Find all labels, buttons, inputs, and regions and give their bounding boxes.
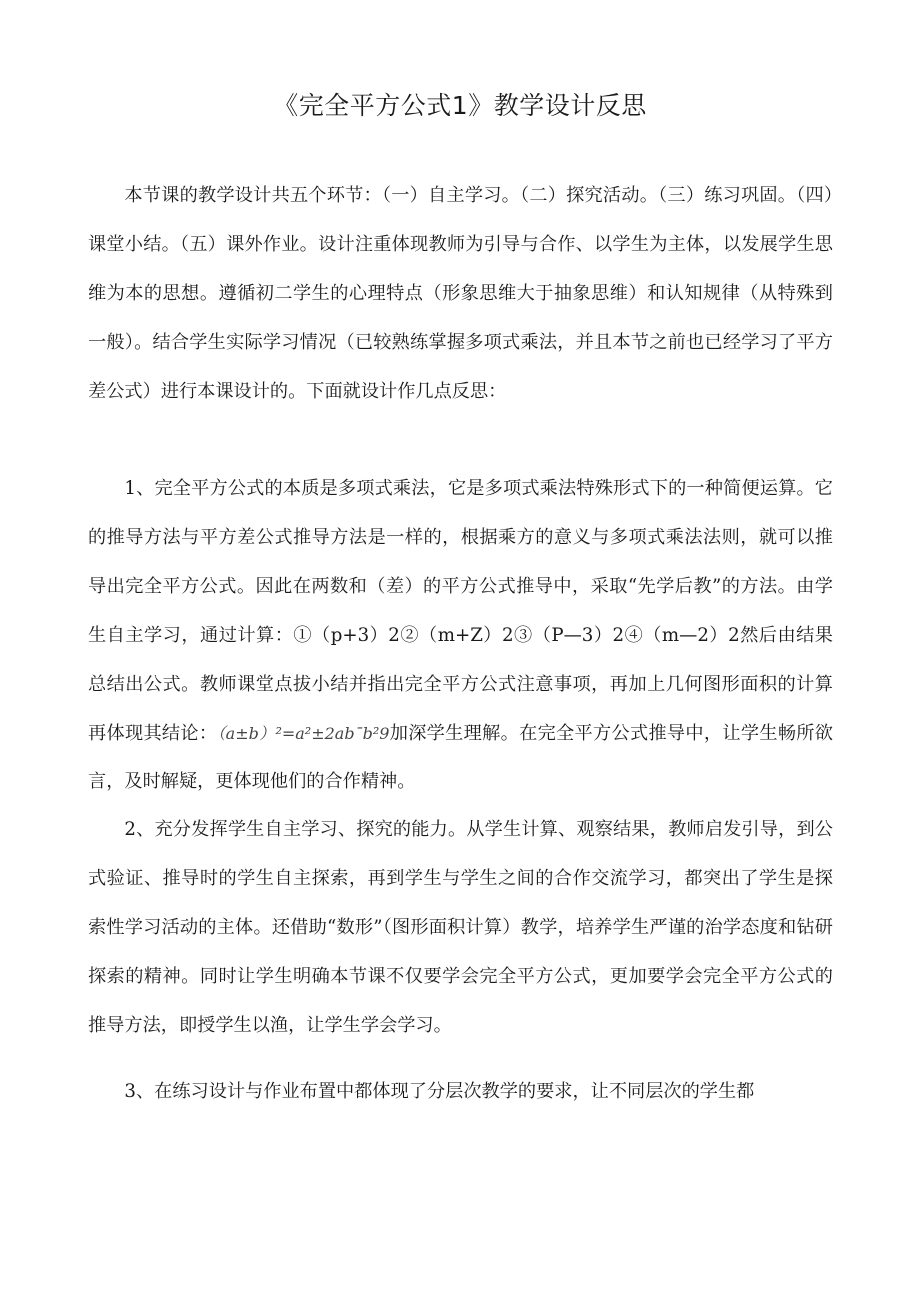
paragraph-intro: 本节课的教学设计共五个环节：（一）自主学习。（二）探究活动。（三）练习巩固。（四）课堂小结。（五）课外作业。设计注重体现教师为引导与合作、以学生为主体，以发展学生思维为本的思想。遵循初二学生的心理特点（形象思维大于抽象思维）和认知规律（从特殊到一般）。结合学生实际学习情况（已较熟练掌握多项式乘法，并且本节之前也已经学习了平方差公式）进行本课设计的。下面就设计作几点反思： — [88, 185, 833, 402]
document-title: 《完全平方公式1》教学设计反思 — [273, 91, 647, 120]
paragraph-point-1 — [88, 465, 833, 807]
paragraph-point-2: 2、充分发挥学生自主学习、探究的能力。从学生计算、观察结果，教师启发引导，到公式验证、推导时的学生自主探索，再到学生与学生之间的合作交流学习，都突出了学生是探索性学习活动的主体。还借助“数形”（图形面积计算）教学，培养学生严谨的治学态度和钻研探索的精神。同时让学生明确本节课不仅要学会完全平方公式，更加要学会完全平方公式的推导方法，即授学生以渔，让学生学会学习。 — [88, 819, 833, 1036]
square-formula: （a±b）²=a²±2ab¯b²9 — [217, 723, 390, 743]
point-1-text-after-formula: 加深学生理解。在完全平方公式推导中，让学生畅所欲言，及时解疑，更体现他们的合作精神。 — [88, 722, 833, 793]
paragraph-point-3: 3、在练习设计与作业布置中都体现了分层次教学的要求，让不同层次的学生都 — [124, 1081, 755, 1102]
point-1-text-before-formula: 1、完全平方公式的本质是多项式乘法，它是多项式乘法特殊形式下的一种简便运算。它的推导方法与平方差公式推导方法是一样的，根据乘方的意义与多项式乘法法则，就可以推导出完全平方公式。因此在两数和（差）的平方公式推导中，采取“先学后教”的方法。由学生自主学习，通过计算：①（p+3）2②（m+Z）2③（P—3）2④（m—2）2然后由结果总结出公式。教师课堂点拔小结并指出完全平方公式注意事项，再加上几何图形面积的计算再体现其结论： — [88, 478, 833, 744]
